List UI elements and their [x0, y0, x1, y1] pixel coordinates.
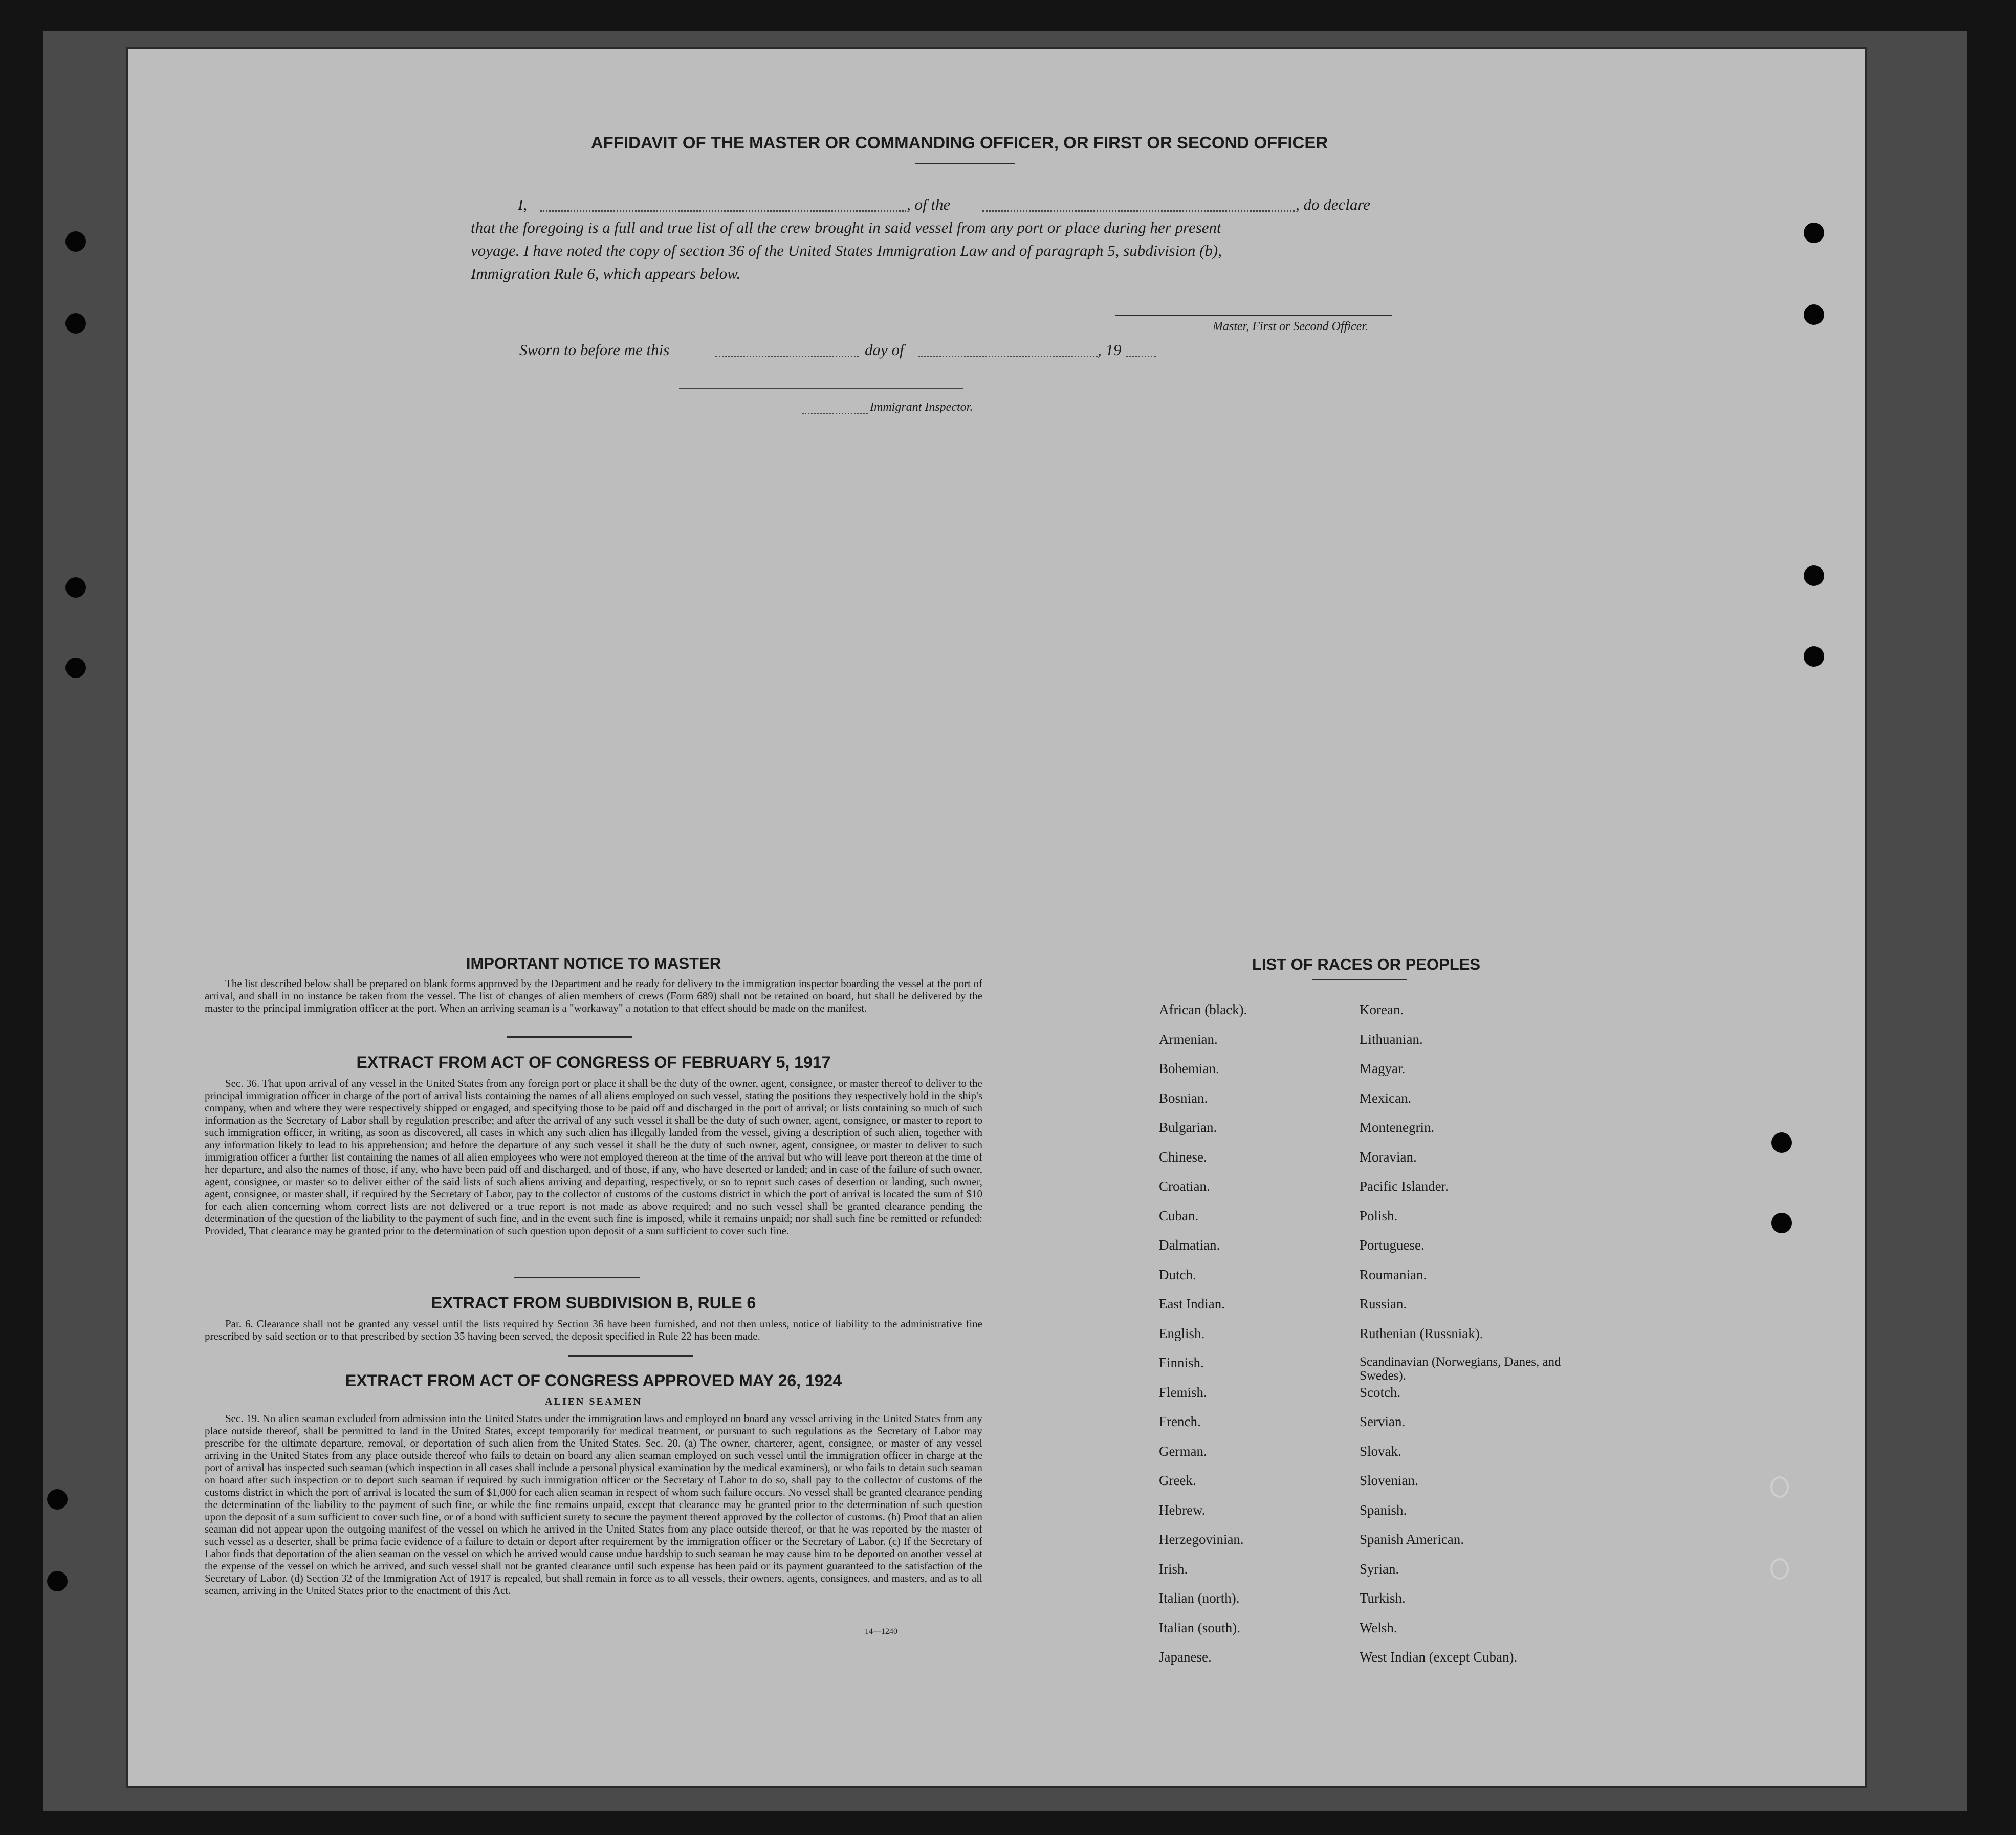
punch-hole [1770, 1558, 1789, 1580]
race-item: Scandinavian (Norwegians, Danes, and Swedes). [1360, 1355, 1561, 1383]
section-rule [507, 1036, 632, 1038]
race-item: Lithuanian. [1360, 1031, 1423, 1047]
punch-hole [1804, 565, 1824, 586]
race-item: Roumanian. [1360, 1266, 1427, 1282]
binder-hole [65, 577, 86, 598]
race-item: Slovenian. [1360, 1473, 1418, 1488]
affidavit-line-2: that the foregoing is a full and true list of all the crew brought in said vessel from any port or place during her present [471, 219, 1221, 236]
race-item: Armenian. [1159, 1031, 1218, 1047]
race-item: Portuguese. [1360, 1237, 1425, 1253]
race-item: Welsh. [1360, 1620, 1397, 1635]
races-left-column [1159, 1002, 1364, 1679]
race-item: Polish. [1360, 1208, 1398, 1224]
race-item: Dalmatian. [1159, 1237, 1220, 1253]
affidavit-of-the: , of the [907, 195, 951, 213]
form-number: 14—1240 [865, 1627, 897, 1636]
race-item: Syrian. [1360, 1561, 1399, 1577]
extract-1924-subtitle: ALIEN SEAMEN [545, 1396, 642, 1407]
race-item: Russian. [1360, 1296, 1407, 1312]
race-item: Mexican. [1360, 1090, 1412, 1106]
affidavit-title: AFFIDAVIT OF THE MASTER OR COMMANDING OFFICER, OR FIRST OR SECOND OFFICER [590, 133, 1328, 152]
races-title: LIST OF RACES OR PEOPLES [1252, 955, 1481, 973]
year-text: , 19 [1098, 341, 1122, 359]
race-item: Spanish American. [1360, 1532, 1464, 1547]
races-right-column [1360, 1002, 1574, 1679]
punch-hole [1771, 1132, 1792, 1153]
race-item: African (black). [1159, 1002, 1247, 1017]
race-item: Flemish. [1159, 1384, 1207, 1400]
title-rule [915, 163, 1015, 164]
affidavit-i: I, [518, 195, 528, 213]
race-item: Cuban. [1159, 1208, 1199, 1224]
race-item: Croatian. [1159, 1178, 1210, 1194]
race-item: Dutch. [1159, 1266, 1196, 1282]
notice-title: IMPORTANT NOTICE TO MASTER [466, 954, 721, 972]
race-item: Hebrew. [1159, 1502, 1206, 1518]
race-item: Bohemian. [1159, 1061, 1219, 1076]
race-item: Servian. [1360, 1414, 1406, 1429]
binder-hole [47, 1489, 68, 1510]
extract-1924-body: Sec. 19. No alien seaman excluded from admission into the United States under the immigration laws and employed on board any vessel arriving in the United States from any place outside thereof, shall be permitted to land in the United States, except temporarily for medical treatment, or pursuant to such regulations as the Secretary of Labor may prescribe for the ultimate departure, removal, or deportation of such alien from the United States. Sec. 20. (a) The owner, charterer, agent, consignee, or master of any vessel arriving in the United States from any place outside thereof who fails to detain on board any alien seaman employed on such vessel until the immigration officer in charge at the port of arrival has inspected such seaman (which inspection in all cases shall include a personal physical examination by the medical examiners), or who fails to detain such seaman on board after such inspection or to deport such seaman if required by such immigration officer or the Secretary of Labor to do so, shall pay to the collector of customs of the customs district in which the port of arrival is located the sum of $1,000 for each alien seaman in respect of whom such failure occurs. No vessel shall be granted clearance pending the determination of the liability to the payment of such fine, or while the fine remains unpaid, except that clearance may be granted prior to the determination of such question upon the deposit of a sum sufficient to cover such fine, or of a bond with sufficient surety to secure the payment thereof approved by the collector of customs. (b) Proof that an alien seaman did not appear upon the outgoing manifest of the vessel on which he arrived in the United States from any place outside thereof, or that he was reported by the master of such vessel as a deserter, shall be prima facie evidence of a failure to detain or deport after requirement by the immigration officer or the Secretary of Labor. (c) If the Secretary of Labor finds that deportation of the alien seaman on the vessel on which he arrived would cause undue hardship to such seaman he may cause him to be deported on another vessel at the expense of the vessel on which he arrived, and such vessel shall not be granted clearance until such expense has been paid or its payment guaranteed to the satisfaction of the Secretary of Labor. (d) Section 32 of the Immigration Act of 1917 is repealed, but shall remain in force as to all vessels, their owners, agents, consignees, and masters, and as to all seamen, arriving in the United States prior to the enactment of this Act. [205, 1412, 982, 1597]
race-item: Magyar. [1360, 1061, 1406, 1076]
race-item: Ruthenian (Russniak). [1360, 1325, 1483, 1341]
race-item: Finnish. [1159, 1355, 1204, 1370]
document-page [128, 49, 1865, 1786]
race-item: French. [1159, 1414, 1201, 1429]
affidavit-do-declare: , do declare [1296, 195, 1371, 213]
race-item: Scotch. [1360, 1384, 1401, 1400]
extract-rule6-title: EXTRACT FROM SUBDIVISION B, RULE 6 [431, 1294, 756, 1312]
race-item: German. [1159, 1443, 1207, 1459]
race-item: Bosnian. [1159, 1090, 1208, 1106]
extract-rule6-body: Par. 6. Clearance shall not be granted any vessel until the lists required by Section 36 have been furnished, and not then unless, notice of liability to the administrative fine prescribed by said section or to that prescribed by section 35 having been served, the deposit specified in Rule 22 has been made. [205, 1318, 982, 1342]
race-item: Turkish. [1360, 1590, 1406, 1606]
punch-hole [1770, 1476, 1789, 1498]
binder-hole [65, 658, 86, 678]
punch-hole [1804, 646, 1824, 667]
binder-hole [47, 1571, 68, 1591]
punch-hole [1804, 304, 1824, 325]
extract-1917-title: EXTRACT FROM ACT OF CONGRESS OF FEBRUARY 5, 1917 [356, 1053, 831, 1072]
race-item: English. [1159, 1325, 1205, 1341]
year-blank [1126, 356, 1156, 357]
race-item: Greek. [1159, 1473, 1196, 1488]
race-item: West Indian (except Cuban). [1360, 1649, 1518, 1665]
vessel-blank [982, 210, 1295, 212]
race-item: Italian (south). [1159, 1620, 1240, 1635]
race-item: Chinese. [1159, 1149, 1207, 1165]
race-item: Bulgarian. [1159, 1120, 1217, 1135]
sworn-month-blank [918, 356, 1098, 357]
day-of-text: day of [865, 341, 904, 359]
extract-1917-body: Sec. 36. That upon arrival of any vessel in the United States from any foreign port or place it shall be the duty of the owner, agent, consignee, or master thereof to deliver to the principal immigration officer in charge of the port of arrival lists containing the names of all aliens employed on such vessel, stating the positions they respectively hold in the ship's company, when and where they were respectively shipped or engaged, and specifying those to be paid off and discharged in the port of arrival; or lists containing so much of such information as the Secretary of Labor shall by regulation prescribe; and after the arrival of any such vessel it shall be the duty of such owner, agent, consignee, or master to report to such immigration officer, in writing, as soon as discovered, all cases in which any such alien has illegally landed from the vessel, giving a description of such alien, together with any information likely to lead to his apprehension; and before the departure of any such vessel it shall be the duty of such owner, agent, consignee, or master to deliver to such immigration officer a further list containing the names of all alien employees who were not employed thereon at the time of the arrival but who will leave port thereon at the time of her departure, and also the names of those, if any, who have been paid off and discharged, and of those, if any, who have deserted or landed; and in case of the failure of such owner, agent, consignee, or master so to deliver either of the said lists of such aliens arriving and departing, respectively, or so to report such cases of desertion or landing, such owner, agent, consignee, or master shall, if required by the Secretary of Labor, pay to the collector of customs of the customs district in which the port of arrival is located the sum of $10 for each alien concerning whom correct lists are not delivered or a true report is not made as above required; and no such vessel shall be granted clearance pending the determination of the question of the liability to the payment of such fine, and in the event such fine is imposed, while it remains unpaid; nor shall such fine be remitted or refunded: Provided, That clearance may be granted prior to the determination of such question upon deposit of a sum sufficient to cover such fine. [205, 1077, 982, 1237]
signature-label: Master, First or Second Officer. [1213, 320, 1368, 333]
races-rule [1312, 979, 1407, 980]
sworn-day-blank [715, 356, 859, 357]
inspector-blank [802, 413, 868, 414]
punch-hole [1804, 223, 1824, 243]
sworn-text: Sworn to before me this [519, 341, 670, 359]
race-item: Pacific Islander. [1360, 1178, 1449, 1194]
notice-body: The list described below shall be prepared on blank forms approved by the Department and be ready for delivery to the immigration inspector boarding the vessel at the port of arrival, and shall in no instance be taken from the vessel. The list of changes of alien members of crews (Form 689) shall not be retained on board, but shall be delivered by the master to the principal immigration officer at the port. When an arriving seaman is a "workaway" a notation to that effect should be made on the manifest. [205, 977, 982, 1014]
race-item: Moravian. [1360, 1149, 1417, 1165]
section-rule [514, 1277, 640, 1278]
race-item: Herzegovinian. [1159, 1532, 1244, 1547]
punch-hole [1771, 1213, 1792, 1233]
section-rule [568, 1355, 693, 1357]
race-item: Montenegrin. [1360, 1120, 1435, 1135]
race-item: East Indian. [1159, 1296, 1225, 1312]
binder-hole [65, 313, 86, 334]
race-item: Slovak. [1360, 1443, 1401, 1459]
extract-1924-title: EXTRACT FROM ACT OF CONGRESS APPROVED MAY 26, 1924 [345, 1371, 842, 1390]
race-item: Japanese. [1159, 1649, 1212, 1665]
name-blank [540, 210, 906, 212]
binder-hole [65, 231, 86, 252]
affidavit-line-3: voyage. I have noted the copy of section 36 of the United States Immigration Law and of paragraph 5, subdivision (b), [471, 242, 1222, 259]
race-item: Italian (north). [1159, 1590, 1240, 1606]
inspector-signature-line [679, 388, 963, 389]
affidavit-line-4: Immigration Rule 6, which appears below. [471, 265, 741, 282]
race-item: Irish. [1159, 1561, 1188, 1577]
race-item: Spanish. [1360, 1502, 1407, 1518]
race-item: Korean. [1360, 1002, 1404, 1017]
inspector-label: Immigrant Inspector. [870, 401, 973, 414]
